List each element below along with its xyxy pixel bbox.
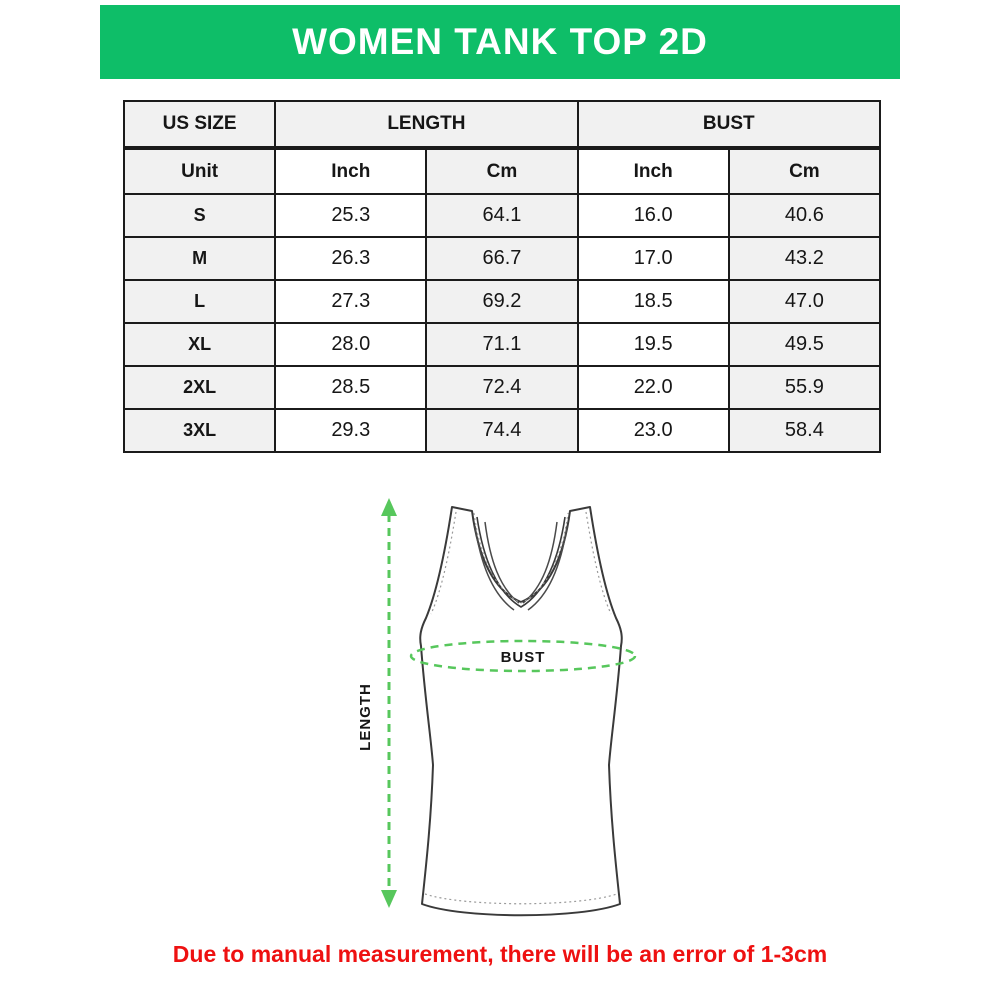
length-arrow-head-bottom	[381, 890, 397, 908]
table-row	[124, 366, 880, 409]
size-label-cell: L	[124, 280, 275, 323]
table-row	[124, 194, 880, 237]
length-cm-header-cell: Cm	[426, 148, 577, 194]
table-cell: 17.0	[578, 237, 729, 280]
table-row	[124, 323, 880, 366]
size-label-cell: M	[124, 237, 275, 280]
table-cell: 28.5	[275, 366, 426, 409]
table-cell: 66.7	[426, 237, 577, 280]
bust-cm-header-cell: Cm	[729, 148, 880, 194]
size-label-cell: XL	[124, 323, 275, 366]
table-cell: 71.1	[426, 323, 577, 366]
bust-inch-header-cell: Inch	[578, 148, 729, 194]
table-cell: 47.0	[729, 280, 880, 323]
column-header-us-size: US SIZE	[124, 101, 275, 148]
measurement-error-note: Due to manual measurement, there will be an error of 1-3cm	[172, 941, 828, 967]
column-header-bust: BUST	[578, 101, 880, 148]
table-cell: 58.4	[729, 409, 880, 452]
length-label: LENGTH	[357, 683, 374, 751]
tank-top-outline	[420, 507, 622, 915]
table-cell: 69.2	[426, 280, 577, 323]
unit-header-cell: Unit	[124, 148, 275, 194]
table-cell: 64.1	[426, 194, 577, 237]
table-row	[124, 409, 880, 452]
page-title: WOMEN TANK TOP 2D	[292, 21, 708, 62]
table-group-header-row	[124, 101, 880, 148]
table-unit-row	[124, 148, 880, 194]
size-label-cell: S	[124, 194, 275, 237]
table-cell: 49.5	[729, 323, 880, 366]
title-banner	[100, 5, 900, 79]
length-inch-header-cell: Inch	[275, 148, 426, 194]
table-cell: 22.0	[578, 366, 729, 409]
table-cell: 19.5	[578, 323, 729, 366]
size-label-cell: 2XL	[124, 366, 275, 409]
table-cell: 25.3	[275, 194, 426, 237]
table-cell: 16.0	[578, 194, 729, 237]
size-table	[123, 100, 881, 453]
table-row	[124, 237, 880, 280]
size-label-cell: 3XL	[124, 409, 275, 452]
table-row	[124, 280, 880, 323]
column-header-length: LENGTH	[275, 101, 577, 148]
tank-top-diagram	[348, 492, 682, 942]
length-arrow-head-top	[381, 498, 397, 516]
table-cell: 43.2	[729, 237, 880, 280]
table-cell: 18.5	[578, 280, 729, 323]
table-cell: 23.0	[578, 409, 729, 452]
table-cell: 29.3	[275, 409, 426, 452]
table-cell: 28.0	[275, 323, 426, 366]
table-cell: 74.4	[426, 409, 577, 452]
bust-label: BUST	[500, 649, 546, 666]
table-cell: 26.3	[275, 237, 426, 280]
table-cell: 27.3	[275, 280, 426, 323]
table-cell: 72.4	[426, 366, 577, 409]
table-cell: 55.9	[729, 366, 880, 409]
table-cell: 40.6	[729, 194, 880, 237]
